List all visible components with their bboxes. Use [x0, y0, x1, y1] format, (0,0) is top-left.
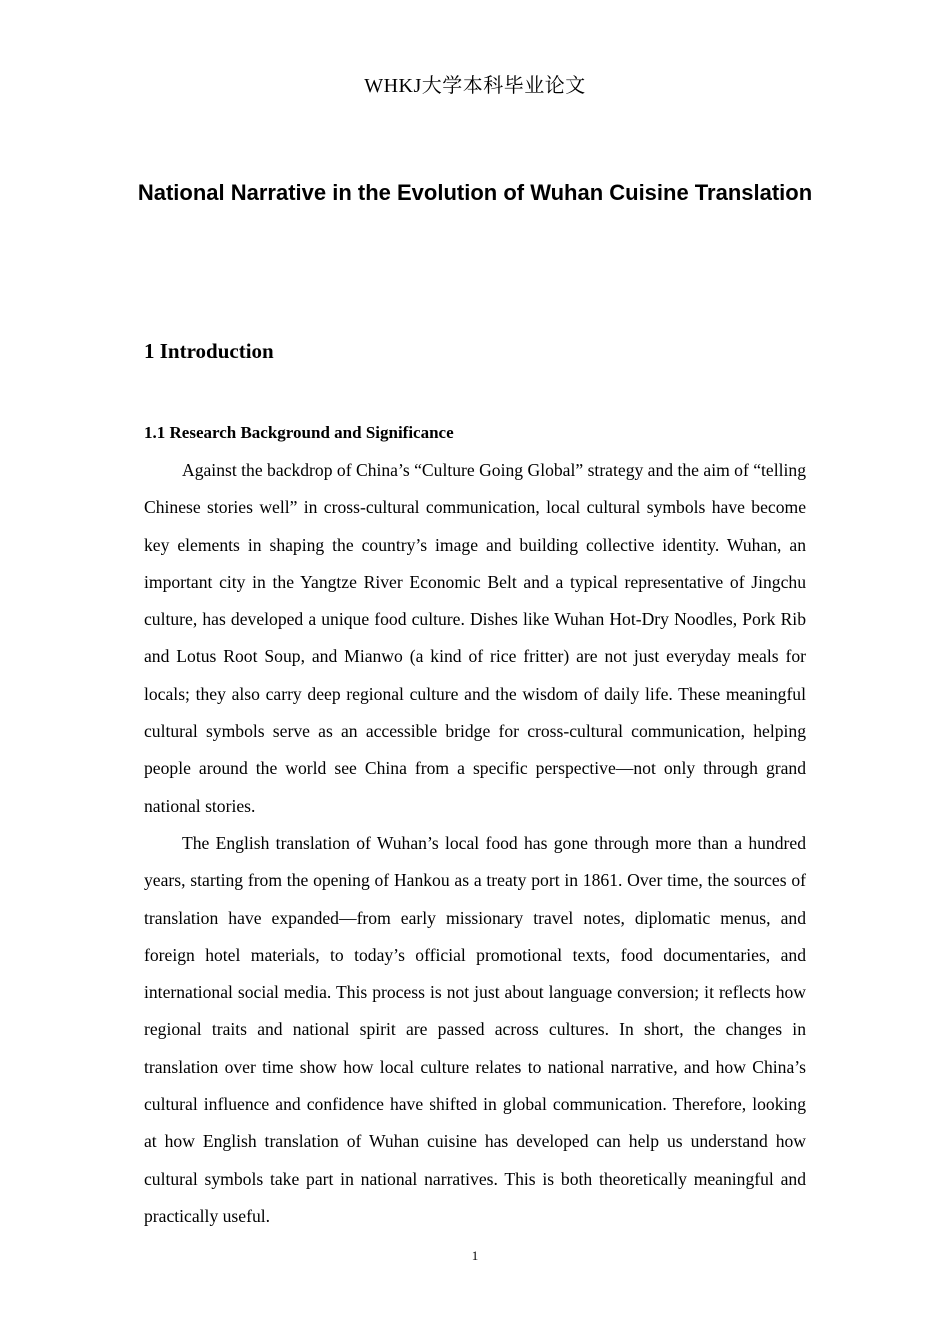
section-heading: 1 Introduction [144, 339, 274, 363]
subsection-heading: 1.1 Research Background and Significance [144, 423, 454, 442]
body-text [144, 452, 806, 1235]
paragraph: The English translation of Wuhan’s local food has gone through more than a hundred years, starting from the opening of Hankou as a treaty port in 1861. Over time, the sources of translation have expanded—from early missionary travel notes, diplomatic menus, and foreign hotel materials, to today’s official promotional texts, food documentaries, and international social media. This process is not just about language conversion; it reflects how regional traits and national spirit are passed across cultures. In short, the changes in translation over time show how local culture relates to national narrative, and how China’s cultural influence and confidence have shifted in global communication. Therefore, looking at how English translation of Wuhan cuisine has developed can help us understand how cultural symbols take part in national narratives. This is both theoretically meaningful and practically useful. [144, 832, 806, 1226]
paragraph: Against the backdrop of China’s “Culture Going Global” strategy and the aim of “telling Chinese stories well” in cross-cultural communication, local cultural symbols have become key elements in shaping the country’s image and building collective identity. Wuhan, an important city in the Yangtze River Economic Belt and a typical representative of Jingchu culture, has developed a unique food culture. Dishes like Wuhan Hot-Dry Noodles, Pork Rib and Lotus Root Soup, and Mianwo (a kind of rice fritter) are not just everyday meals for locals; they also carry deep regional culture and the wisdom of daily life. These meaningful cultural symbols serve as an accessible bridge for cross-cultural communication, helping people around the world see China from a specific perspective—not only through grand national stories. [144, 460, 806, 816]
page-header: WHKJ大学本科毕业论文 [364, 75, 586, 97]
page-number: 1 [471, 1248, 479, 1263]
paper-title: National Narrative in the Evolution of Wuhan Cuisine Translation [137, 180, 813, 205]
